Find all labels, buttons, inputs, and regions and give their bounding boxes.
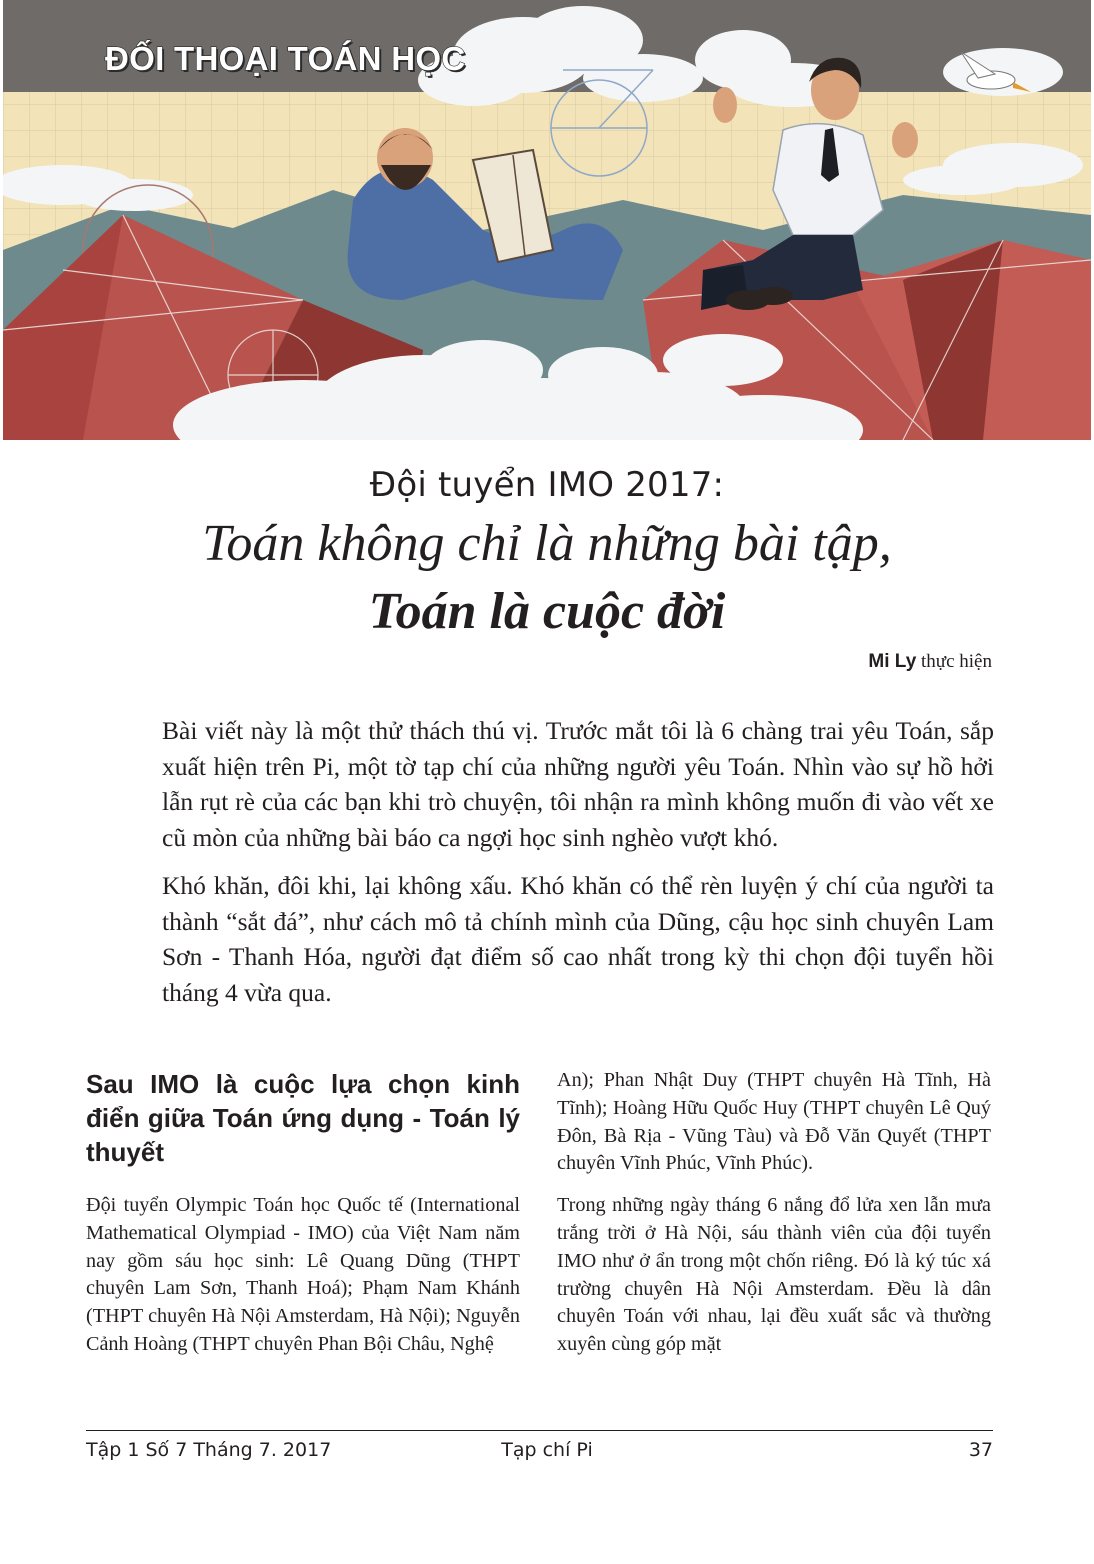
- article-kicker: Đội tuyển IMO 2017:: [369, 465, 725, 505]
- header-illustration: [3, 0, 1091, 440]
- section-subheading: Sau IMO là cuộc lựa chọn kinh điển giữa Toán ứng dụng - Toán lý thuyết: [86, 1069, 520, 1167]
- footer-issue: Tập 1 Số 7 Tháng 7. 2017: [86, 1439, 332, 1461]
- byline-author: Mi Ly: [868, 651, 917, 672]
- headline-line-1: Toán không chỉ là những bài tập,: [202, 515, 892, 572]
- body-paragraph: Đội tuyển Olympic Toán học Quốc tế (International Mathematical Olympiad - IMO) của Việt Nam năm nay gồm sáu học sinh: Lê Quang Dũng (THPT chuyên Lam Sơn, Thanh Hoá); Phạm Nam Khánh (THPT chuyên Hà Nội Amsterdam, Hà Nội); Nguyễn Cảnh Hoàng (THPT chuyên Phan Bội Châu, Nghệ: [86, 1194, 520, 1355]
- body-paragraph: An); Phan Nhật Duy (THPT chuyên Hà Tĩnh, Hà Tĩnh); Hoàng Hữu Quốc Huy (THPT chuyên Lê Quý Đôn, Bà Rịa - Vũng Tàu) và Đỗ Văn Quyết (THPT chuyên Vĩnh Phúc, Vĩnh Phúc).: [557, 1069, 991, 1175]
- right-column: [557, 1067, 991, 1373]
- byline: [868, 651, 992, 673]
- lead-paragraph: Bài viết này là một thử thách thú vị. Trước mắt tôi là 6 chàng trai yêu Toán, sắp xuất hiện trên Pi, một tờ tạp chí của những người yêu Toán. Nhìn vào sự hồ hởi lẫn rụt rè của các bạn khi trò chuyện, tôi nhận ra mình không muốn đi vào vết xe cũ mòn của những bài báo ca ngợi học sinh nghèo vượt khó.: [162, 716, 994, 852]
- headline-line-2: Toán là cuộc đời: [368, 583, 726, 640]
- left-column: [86, 1067, 520, 1373]
- lead-paragraph: Khó khăn, đôi khi, lại không xấu. Khó khăn có thể rèn luyện ý chí của người ta thành “sắt đá”, như cách mô tả chính mình của Dũng, cậu học sinh chuyên Lam Sơn - Thanh Hóa, người đạt điểm số cao nhất trong kỳ thi chọn đội tuyển hồi tháng 4 vừa qua.: [162, 871, 994, 1007]
- body-paragraph: Trong những ngày tháng 6 nắng đổ lửa xen lẫn mưa trắng trời ở Hà Nội, sáu thành viên của đội tuyển IMO như ở ẩn trong một chốn riêng. Đó là ký túc xá trường chuyên Hà Nội Amsterdam. Đều là dân chuyên Toán với nhau, lại đều xuất sắc và thường xuyên cùng góp mặt: [557, 1194, 991, 1356]
- lead-section: [162, 713, 994, 1023]
- footer-magazine: Tạp chí Pi: [501, 1439, 593, 1461]
- section-label: ĐỐI THOẠI TOÁN HỌC: [105, 40, 466, 77]
- page-number: 37: [968, 1439, 993, 1461]
- footer-divider: [86, 1430, 993, 1431]
- byline-suffix: thực hiện: [916, 651, 992, 672]
